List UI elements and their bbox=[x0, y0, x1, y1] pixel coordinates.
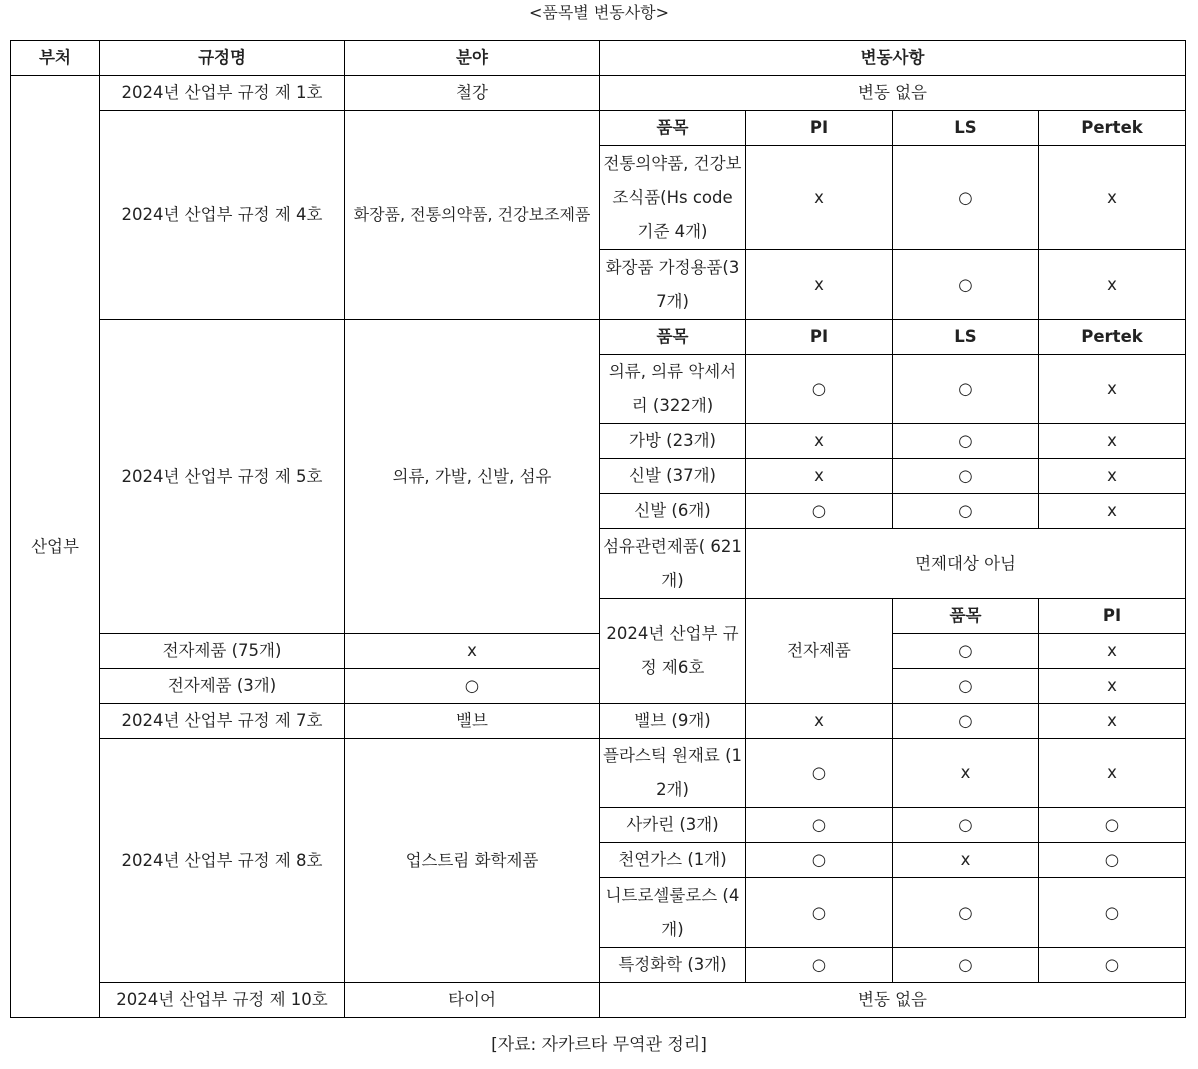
pi-cell: ○ bbox=[746, 948, 893, 983]
subheader-item: 품목 bbox=[600, 320, 746, 355]
item-cell: 플라스틱 원재료 (12개) bbox=[600, 739, 746, 808]
field-cell: 업스트림 화학제품 bbox=[345, 739, 600, 983]
pi-cell: ○ bbox=[746, 494, 893, 529]
pi-cell: ○ bbox=[746, 355, 893, 424]
pi-cell: x bbox=[746, 250, 893, 320]
ls-cell: ○ bbox=[893, 459, 1039, 494]
perket-cell: x bbox=[1039, 669, 1186, 704]
item-cell: 특정화학 (3개) bbox=[600, 948, 746, 983]
pertek-cell: x bbox=[1039, 494, 1186, 529]
pi-cell: x bbox=[345, 634, 600, 669]
perket-cell: x bbox=[1039, 704, 1186, 739]
field-cell: 철강 bbox=[345, 76, 600, 111]
ls-cell: x bbox=[893, 843, 1039, 878]
pertek-cell: x bbox=[1039, 146, 1186, 250]
item-cell: 전자제품 (75개) bbox=[100, 634, 345, 669]
item-cell: 섬유관련제품( 621개) bbox=[600, 529, 746, 599]
table-header-row bbox=[11, 41, 1186, 76]
pi-cell: ○ bbox=[345, 669, 600, 704]
header-changes: 변동사항 bbox=[600, 41, 1186, 76]
ls-cell: x bbox=[893, 739, 1039, 808]
ls-cell: ○ bbox=[893, 146, 1039, 250]
table-row bbox=[11, 739, 1186, 808]
regulation-cell: 2024년 산업부 규정 제 10호 bbox=[100, 983, 345, 1018]
pi-cell: ○ bbox=[746, 808, 893, 843]
table-row bbox=[11, 634, 1186, 669]
subheader-ls: LS bbox=[893, 111, 1039, 146]
header-dept: 부처 bbox=[11, 41, 100, 76]
pi-cell: ○ bbox=[746, 843, 893, 878]
header-field: 분야 bbox=[345, 41, 600, 76]
pertek-cell: x bbox=[1039, 355, 1186, 424]
item-cell: 신발 (37개) bbox=[600, 459, 746, 494]
pertek-cell: x bbox=[1039, 459, 1186, 494]
regulation-cell: 2024년 산업부 규정 제 7호 bbox=[100, 704, 345, 739]
subheader-item: 품목 bbox=[600, 111, 746, 146]
item-cell: 가방 (23개) bbox=[600, 424, 746, 459]
item-cell: 신발 (6개) bbox=[600, 494, 746, 529]
ls-cell: ○ bbox=[893, 948, 1039, 983]
table-row bbox=[11, 983, 1186, 1018]
item-cell: 밸브 (9개) bbox=[600, 704, 746, 739]
ls-cell: ○ bbox=[893, 878, 1039, 948]
ls-cell: ○ bbox=[893, 704, 1039, 739]
pi-cell: x bbox=[746, 424, 893, 459]
perket-cell: x bbox=[1039, 634, 1186, 669]
field-cell: 화장품, 전통의약품, 건강보조제품 bbox=[345, 111, 600, 320]
ls-cell: ○ bbox=[893, 355, 1039, 424]
item-cell: 천연가스 (1개) bbox=[600, 843, 746, 878]
perket-cell: ○ bbox=[1039, 843, 1186, 878]
subheader-item: 품목 bbox=[893, 599, 1039, 634]
item-cell: 전자제품 (3개) bbox=[100, 669, 345, 704]
pi-cell: x bbox=[746, 704, 893, 739]
regulation-cell: 2024년 산업부 규정 제 5호 bbox=[100, 320, 345, 634]
ls-cell: ○ bbox=[893, 808, 1039, 843]
pi-cell: x bbox=[746, 459, 893, 494]
pi-cell: x bbox=[746, 146, 893, 250]
pi-cell: ○ bbox=[746, 878, 893, 948]
perket-cell: x bbox=[1039, 739, 1186, 808]
table-row bbox=[11, 111, 1186, 146]
item-cell: 의류, 의류 악세서리 (322개) bbox=[600, 355, 746, 424]
item-cell: 사카린 (3개) bbox=[600, 808, 746, 843]
subheader-pi: PI bbox=[746, 111, 893, 146]
ls-cell: ○ bbox=[893, 250, 1039, 320]
ls-cell: ○ bbox=[893, 669, 1039, 704]
table-row bbox=[11, 704, 1186, 739]
subheader-pi: PI bbox=[746, 320, 893, 355]
source-note: [자료: 자카르타 무역관 정리] bbox=[491, 1035, 707, 1055]
subheader-pertek: Pertek bbox=[1039, 320, 1186, 355]
regulation-changes-table bbox=[10, 40, 1186, 1018]
item-cell: 니트로셀룰로스 (4개) bbox=[600, 878, 746, 948]
table-row bbox=[11, 76, 1186, 111]
subheader-ls: LS bbox=[893, 320, 1039, 355]
perket-cell: ○ bbox=[1039, 948, 1186, 983]
table-row bbox=[11, 669, 1186, 704]
table-caption: <품목별 변동사항> bbox=[528, 3, 670, 22]
header-regulation: 규정명 bbox=[100, 41, 345, 76]
field-cell: 전자제품 bbox=[746, 599, 893, 704]
field-cell: 타이어 bbox=[345, 983, 600, 1018]
pi-cell: ○ bbox=[746, 739, 893, 808]
item-cell: 화장품 가정용품(37개) bbox=[600, 250, 746, 320]
pertek-cell: x bbox=[1039, 250, 1186, 320]
perket-cell: ○ bbox=[1039, 808, 1186, 843]
pertek-cell: x bbox=[1039, 424, 1186, 459]
no-change-cell: 변동 없음 bbox=[600, 983, 1186, 1018]
subheader-pertek: Pertek bbox=[1039, 111, 1186, 146]
no-change-cell: 변동 없음 bbox=[600, 76, 1186, 111]
regulation-cell: 2024년 산업부 규정 제6호 bbox=[600, 599, 746, 704]
field-cell: 밸브 bbox=[345, 704, 600, 739]
regulation-cell: 2024년 산업부 규정 제 1호 bbox=[100, 76, 345, 111]
perket-cell: ○ bbox=[1039, 878, 1186, 948]
ls-cell: ○ bbox=[893, 634, 1039, 669]
regulation-cell: 2024년 산업부 규정 제 8호 bbox=[100, 739, 345, 983]
subheader-pi: PI bbox=[1039, 599, 1186, 634]
field-cell: 의류, 가발, 신발, 섬유 bbox=[345, 320, 600, 634]
regulation-cell: 2024년 산업부 규정 제 4호 bbox=[100, 111, 345, 320]
ls-cell: ○ bbox=[893, 424, 1039, 459]
item-cell: 전통의약품, 건강보조식품(Hs code 기준 4개) bbox=[600, 146, 746, 250]
not-exempt-cell: 면제대상 아님 bbox=[746, 529, 1186, 599]
dept-cell: 산업부 bbox=[11, 76, 100, 1018]
ls-cell: ○ bbox=[893, 494, 1039, 529]
table-row bbox=[11, 320, 1186, 355]
